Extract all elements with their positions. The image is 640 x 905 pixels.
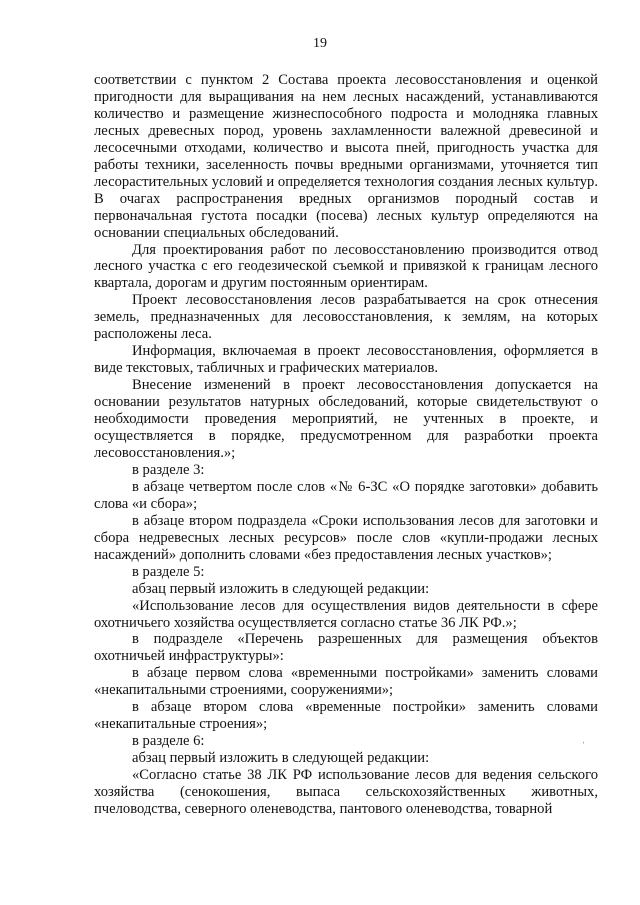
paragraph-7: в абзаце четвертом после слов «№ 6-ЗС «О порядке заготовки» добавить слова «и сбора»; [94,478,598,512]
paragraph-3: Проект лесовосстановления лесов разрабатывается на срок отнесения земель, предназначенных для лесовосстановления, к землям, на которых расположены леса. [94,292,598,343]
paragraph-4: Информация, включаемая в проект лесовосстановления, оформляется в виде текстовых, табличных и графических материалов. [94,343,598,377]
paragraph-2: Для проектирования работ по лесовосстановлению производится отвод лесного участка с его геодезической съемкой и привязкой к границам лесного квартала, дорогам и другим постоянным ориентирам. [94,241,598,292]
paragraph-14: в абзаце втором слова «временные постройки» заменить словами «некапитальные строения»; [94,699,598,733]
paragraph-13: в абзаце первом слова «временными постройками» заменить словами «некапитальными строениями, сооружениями»; [94,665,598,699]
paragraph-12: в подразделе «Перечень разрешенных для размещения объектов охотничьей инфраструктуры»: [94,631,598,665]
paragraph-1: соответствии с пунктом 2 Состава проекта лесовосстановления и оценкой пригодности для выращивания на нем лесных насаждений, устанавливаются количество и размещение жизнеспособного подроста и молодняка главных лесных древесных пород, уровень захламленности валежной древесиной и лесосечными отходами, количество и высота пней, пригодность участка для работы техники, заселенность почвы вредными организмами, уточняется тип лесорастительных условий и определяется технология создания лесных культур. В очагах распространения вредных организмов породный состав и первоначальная густота посадки (посева) лесных культур определяются на основании специальных обследований. [94,72,598,241]
paragraph-8: в абзаце втором подраздела «Сроки использования лесов для заготовки и сбора недревесных лесных ресурсов» после слов «купли-продажи лесных насаждений» дополнить словами «без предоставления лесных участков»; [94,512,598,563]
paragraph-17: «Согласно статье 38 ЛК РФ использование лесов для ведения сельского хозяйства (сенокошения, выпаса сельскохозяйственных животных, пчеловодства, северного оленеводства, пантового оленеводства, товарной [94,767,598,817]
paragraph-15: в разделе 6: [132,733,205,750]
paragraph-16: абзац первый изложить в следующей редакции: [132,750,430,767]
paragraph-11: «Использование лесов для осуществления видов деятельности в сфере охотничьего хозяйства осуществляется согласно статье 36 ЛК РФ.»; [94,597,598,631]
paragraph-6: в разделе 3: [132,461,205,478]
page-number: 19 [313,36,327,51]
paragraph-5: Внесение изменений в проект лесовосстановления допускается на основании результатов натурных обследований, которые свидетельствуют о необходимости проведения мероприятий, не учтенных в проекте, и осуществляется в порядке, предусмотренном для разработки проекта лесовосстановления.»; [94,377,598,461]
scan-speck: ˈ [582,741,586,752]
paragraph-9: в разделе 5: [132,563,205,580]
paragraph-10: абзац первый изложить в следующей редакции: [132,580,430,597]
document-body [94,72,598,818]
